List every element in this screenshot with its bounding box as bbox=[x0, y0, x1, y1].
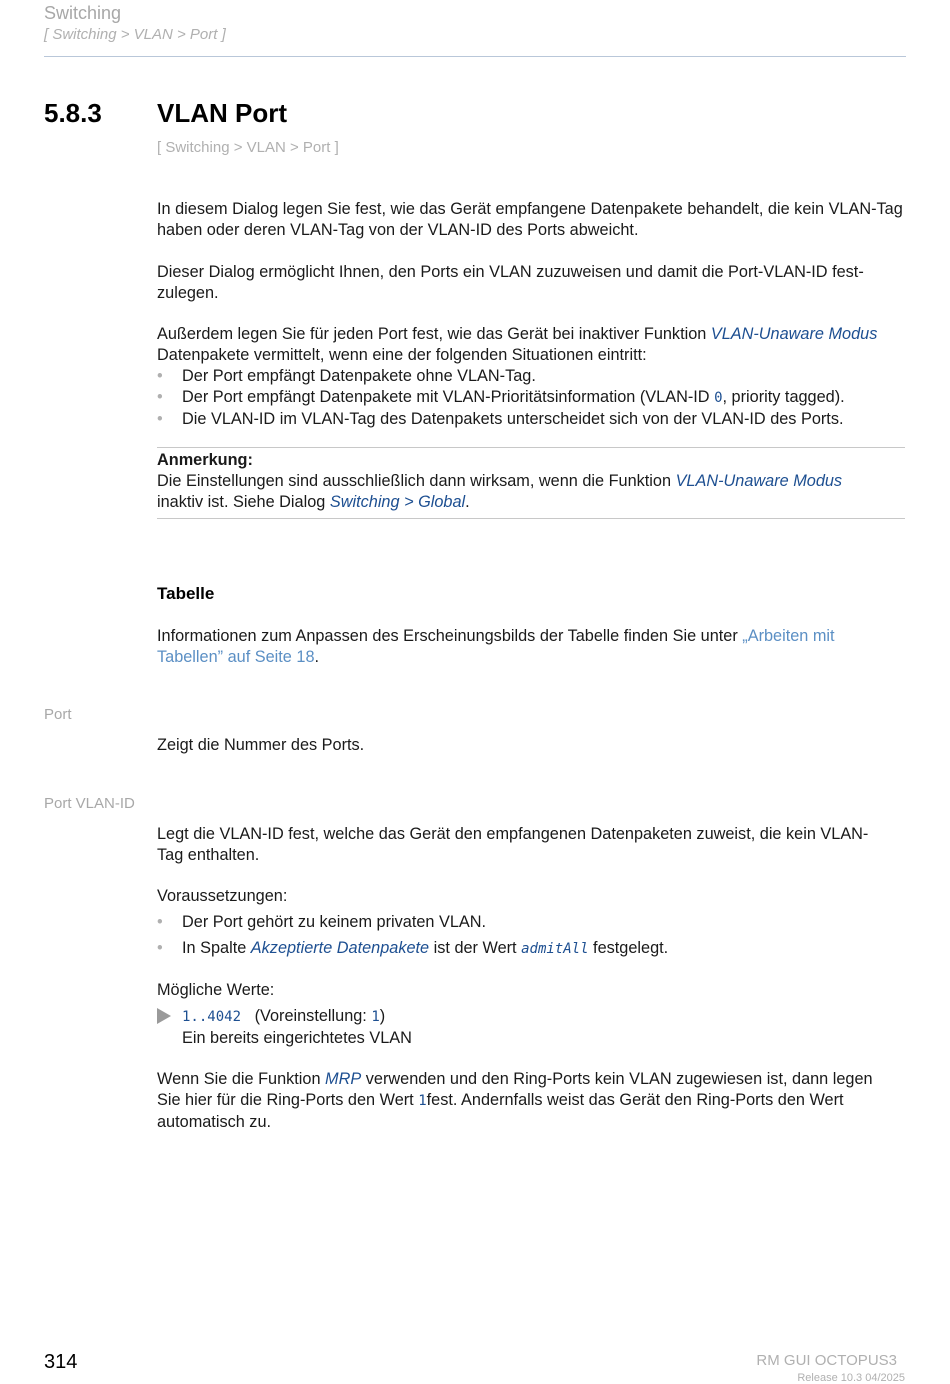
intro-paragraph-2 bbox=[157, 262, 907, 304]
bullet-marker: • bbox=[157, 939, 163, 957]
value-arrow-icon bbox=[157, 1008, 171, 1029]
note-content bbox=[157, 450, 907, 513]
working-with-tables-link-continued[interactable]: Tabellen” auf Seite 18 bbox=[157, 648, 315, 666]
prerequisite-text-mid: ist der Wert bbox=[429, 939, 522, 957]
running-header-title: Switching bbox=[44, 3, 122, 23]
page-number: 314 bbox=[44, 1351, 78, 1373]
bullet-marker: • bbox=[157, 388, 163, 406]
value-range-code: 1..4042 bbox=[182, 1009, 242, 1025]
mrp-text-continued: verwenden und den Ring-Ports kein VLAN zugewiesen ist, dann legen bbox=[361, 1070, 873, 1088]
section-number: 5.8.3 bbox=[44, 98, 102, 128]
param-desc-port-vlan-id bbox=[157, 824, 907, 866]
param-label-port-vlan-id: Port VLAN-ID bbox=[44, 795, 135, 812]
list-item bbox=[157, 938, 907, 960]
bullet-marker: • bbox=[157, 367, 163, 385]
list-item bbox=[157, 912, 907, 933]
note-text: Die Einstellungen sind ausschließlich dann wirksam, wenn die Funktion bbox=[157, 472, 676, 490]
working-with-tables-link[interactable]: „Arbeiten mit bbox=[742, 627, 835, 645]
default-value-text: (Voreinstellung: bbox=[254, 1007, 372, 1025]
table-info-paragraph bbox=[157, 626, 907, 668]
situation-text: Der Port empfängt Datenpakete mit VLAN-Prioritätsinformation (VLAN-ID bbox=[182, 388, 715, 406]
accepted-frames-column-reference: Akzeptierte Datenpakete bbox=[250, 939, 430, 957]
admitall-value-code: admitAll bbox=[521, 941, 589, 957]
list-item bbox=[157, 409, 907, 430]
switching-global-link[interactable]: Switching > Global bbox=[329, 493, 466, 511]
param-desc-line-2: Tag enthalten. bbox=[157, 846, 260, 864]
possible-values-heading: Mögliche Werte: bbox=[157, 981, 275, 999]
param-label-port: Port bbox=[44, 706, 72, 723]
table-info-text-end: . bbox=[314, 648, 320, 666]
situation-list bbox=[157, 366, 907, 430]
section-title: VLAN Port bbox=[157, 98, 287, 128]
prerequisite-text-end: festgelegt. bbox=[588, 939, 669, 957]
intro-paragraph-1: In diesem Dialog legen Sie fest, wie das Gerät empfangene Datenpakete behandelt, die kein VLAN-Tag haben oder deren VLAN-Tag von der VLAN-ID des Ports abweicht. bbox=[157, 200, 903, 239]
default-value-code: 1 bbox=[371, 1009, 380, 1025]
mrp-text-line-3: automatisch zu. bbox=[157, 1113, 272, 1131]
mrp-text-line-2: Sie hier für die Ring-Ports den Wert bbox=[157, 1091, 419, 1109]
list-item bbox=[157, 387, 907, 409]
table-subheading: Tabelle bbox=[157, 584, 215, 603]
prerequisites-heading: Voraussetzungen: bbox=[157, 887, 288, 905]
prerequisite-text: Der Port gehört zu keinem privaten VLAN. bbox=[182, 913, 487, 931]
possible-value-entry bbox=[182, 1006, 882, 1049]
mrp-text-line-2-end: fest. Andernfalls weist das Gerät den Ring-Ports den Wert bbox=[426, 1091, 844, 1109]
vlan-id-zero-code: 0 bbox=[714, 390, 723, 406]
bullet-marker: • bbox=[157, 410, 163, 428]
intro-paragraph-3 bbox=[157, 324, 907, 430]
list-item bbox=[157, 366, 907, 387]
default-value-text-end: ) bbox=[379, 1007, 386, 1025]
mrp-reference: MRP bbox=[325, 1070, 362, 1088]
running-header-path: [ Switching > VLAN > Port ] bbox=[44, 26, 226, 43]
value-description: Ein bereits eingerichtetes VLAN bbox=[182, 1029, 412, 1047]
situation-text: Die VLAN-ID im VLAN-Tag des Datenpakets unterscheidet sich von der VLAN-ID des Ports. bbox=[182, 410, 844, 428]
vlan-unaware-mode-reference: VLAN-Unaware Modus bbox=[710, 325, 878, 343]
vlan-unaware-mode-reference: VLAN-Unaware Modus bbox=[675, 472, 843, 490]
section-breadcrumb: [ Switching > VLAN > Port ] bbox=[157, 139, 339, 156]
footer-document-name: RM GUI OCTOPUS3 bbox=[756, 1352, 897, 1369]
note-heading: Anmerkung: bbox=[157, 451, 253, 469]
param-desc-line-1: Legt die VLAN-ID fest, welche das Gerät den empfangenen Datenpaketen zuweist, die kein VLAN- bbox=[157, 825, 869, 843]
mrp-paragraph bbox=[157, 1069, 907, 1133]
mrp-value-code: 1 bbox=[418, 1093, 427, 1109]
bullet-marker: • bbox=[157, 913, 163, 931]
table-info-text: Informationen zum Anpassen des Erscheinungsbilds der Tabelle finden Sie unter bbox=[157, 627, 743, 645]
footer-release: Release 10.3 04/2025 bbox=[797, 1372, 905, 1384]
prerequisites-list bbox=[157, 912, 907, 960]
intro-paragraph-2-line-1: Dieser Dialog ermöglicht Ihnen, den Ports ein VLAN zuzuweisen und damit die Port-VLAN-ID fest- bbox=[157, 263, 864, 281]
note-text-end: . bbox=[465, 493, 470, 511]
prerequisite-text: In Spalte bbox=[182, 939, 251, 957]
situation-text: Der Port empfängt Datenpakete ohne VLAN-Tag. bbox=[182, 367, 536, 385]
situation-text-end: , priority tagged). bbox=[722, 388, 845, 406]
param-desc-port: Zeigt die Nummer des Ports. bbox=[157, 736, 365, 754]
intro-paragraph-3-continued: Datenpakete vermittelt, wenn eine der folgenden Situationen eintritt: bbox=[157, 346, 647, 364]
mrp-text: Wenn Sie die Funktion bbox=[157, 1070, 326, 1088]
intro-paragraph-3-text: Außerdem legen Sie für jeden Port fest, wie das Gerät bei inaktiver Funktion bbox=[157, 325, 711, 343]
header-divider bbox=[44, 56, 906, 57]
intro-paragraph-2-line-2: zulegen. bbox=[157, 284, 219, 302]
note-text-continued: inaktiv ist. Siehe Dialog bbox=[157, 493, 330, 511]
